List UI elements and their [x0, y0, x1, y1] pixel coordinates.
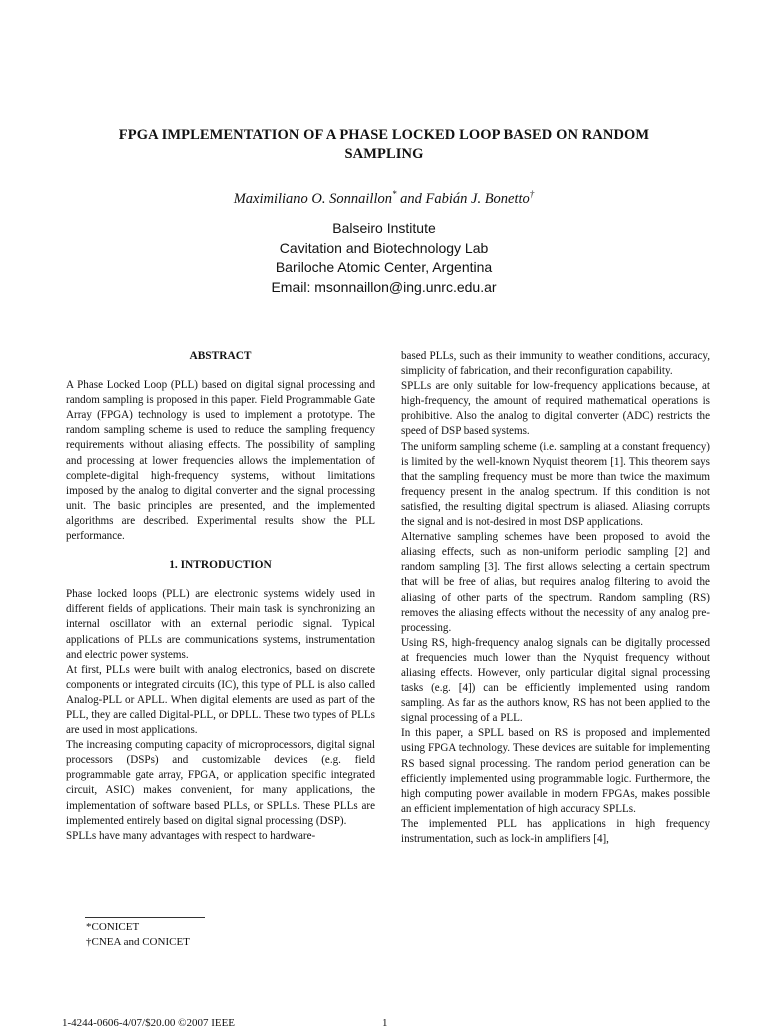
footnote-1: *CONICET: [86, 921, 140, 933]
affiliation-institute: Balseiro Institute: [332, 220, 436, 236]
author-line: [0, 184, 768, 209]
body-paragraph: based PLLs, such as their immunity to weather conditions, accuracy, simplicity of fabrication, and their reconfiguration capability.: [401, 350, 710, 378]
author-2-footnote-mark: †: [529, 189, 535, 199]
abstract-text: A Phase Locked Loop (PLL) based on digital signal processing and random sampling is proposed in this paper. Field Programmable Gate Array (FPGA) technology is used to implement a prototype. The random sampling scheme is used to reduce the sampling frequency requirements without aliasing effects. The possibility of sampling and processing at lower frequencies allows the implementation of complete-digital high-frequency systems, without limitations imposed by the analog to digital converter and the signal processing unit. The basic principles are presented, and the implemented algorithms are described. Experimental results show the PLL performance.: [66, 379, 375, 543]
intro-paragraph: Phase locked loops (PLL) are electronic systems widely used in different fields of applications. Their main task is synchronizing an internal oscillator with an external periodic signal. Typical applications of PLLs are communications systems, instrumentation and electric power systems.: [66, 588, 375, 661]
affiliation-block: [0, 219, 768, 297]
title-line-1: FPGA IMPLEMENTATION OF A PHASE LOCKED LOOP BASED ON RANDOM: [118, 127, 650, 143]
paper-title: [60, 126, 708, 164]
body-paragraph: SPLLs are only suitable for low-frequency applications because, at high-frequency, the amount of required mathematical operations is prohibitive. Also the analog to digital converter (ADC) restricts the speed of DSP based systems.: [401, 380, 710, 438]
right-column: [401, 349, 710, 847]
footnote-divider: [85, 917, 205, 918]
intro-paragraph: The increasing computing capacity of microprocessors, digital signal processors (DSPs) and customizable devices (e.g. field programmable gate array, FPGA, or application specific integrated circuit, ASIC) makes convenient, for many applications, the implementation of software based PLLs, or SPLLs. These PLLs are implemented entirely based on digital signal processing (DSP).: [66, 739, 375, 827]
body-paragraph: The implemented PLL has applications in high frequency instrumentation, such as lock-in amplifiers [4],: [401, 817, 710, 845]
left-column: [66, 349, 375, 844]
intro-paragraph: At first, PLLs were built with analog electronics, based on discrete components or integrated circuits (IC), this type of PLL is also called Analog-PLL or APLL. When digital elements are used as part of the PLL, they are called Digital-PLL, or DPLL. These two types of PLLs are used in most applications.: [66, 663, 375, 737]
copyright-line: 1-4244-0606-4/07/$20.00 ©2007 IEEE: [62, 1017, 236, 1029]
author-1-footnote-mark: *: [392, 189, 397, 199]
footnote-2: †CNEA and CONICET: [86, 935, 190, 948]
author-1: Maximiliano O. Sonnaillon: [233, 190, 392, 207]
affiliation-email: Email: msonnaillon@ing.unrc.edu.ar: [271, 278, 497, 295]
body-paragraph: Alternative sampling schemes have been proposed to avoid the aliasing effects, such as non-uniform periodic sampling [2] and random sampling [3]. The first allows selecting a certain spectrum that will be free of alias, but requires analog filtering to avoid the aliasing of other parts of the spectrum. Random sampling (RS) removes the aliasing effects without the necessity of any analog pre-processing.: [401, 531, 710, 634]
introduction-heading: 1. INTRODUCTION: [169, 559, 272, 572]
affiliation-lab: Cavitation and Biotechnology Lab: [279, 239, 489, 256]
page-number: 1: [382, 1017, 388, 1029]
page-footer: [62, 1016, 722, 1030]
abstract-heading: ABSTRACT: [189, 350, 252, 362]
footnotes: [86, 920, 190, 949]
body-paragraph: In this paper, a SPLL based on RS is proposed and implemented using FPGA technology. These devices are suitable for implementing RS based signal processing. The random period generation can be efficiently implemented using programmable logic. Furthermore, the high computing power available in modern FPGAs, makes possible an efficient implementation of high accuracy SPLLs.: [401, 727, 710, 815]
author-conjunction: and: [396, 190, 426, 207]
author-2: Fabián J. Bonetto: [425, 190, 530, 207]
title-line-2: SAMPLING: [344, 146, 424, 162]
affiliation-center: Bariloche Atomic Center, Argentina: [275, 259, 493, 275]
body-paragraph: The uniform sampling scheme (i.e. sampling at a constant frequency) is limited by the well-known Nyquist theorem [1]. This theorem says that the sampling frequency must be more than twice the maximum frequency present in the analog spectrum. If this condition is not satisfied, the resulting digital spectrum is aliased. Aliasing corrupts the signal and is not-desired in most DSP applications.: [401, 440, 710, 529]
intro-paragraph: SPLLs have many advantages with respect to hardware-: [66, 829, 316, 842]
body-paragraph: Using RS, high-frequency analog signals can be digitally processed at frequencies much lower than the Nyquist frequency without aliasing effects. However, only particular digital signal processing tasks (e.g. [4]) can be efficiently implemented using random sampling. As far as the authors know, RS has not been applied to the signal processing of a PLL.: [401, 636, 710, 725]
